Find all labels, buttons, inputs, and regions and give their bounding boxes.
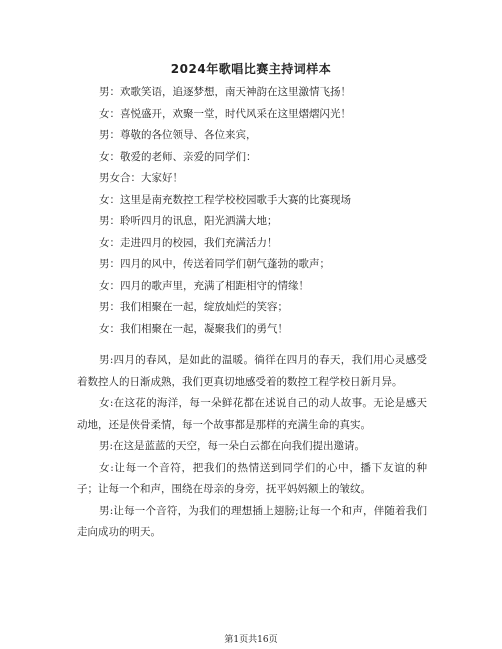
paragraph: 男:让每一个音符，为我们的理想插上翅膀;让每一个和声，伴随着我们走向成功的明天。 xyxy=(77,504,427,538)
document-title: 2024年歌唱比赛主持词样本 xyxy=(170,62,332,76)
page-footer: 第1页共16页 xyxy=(224,635,278,645)
paragraph: 男:在这是蓝蓝的天空，每一朵白云都在向我们提出邀请。 xyxy=(99,440,366,452)
dialogue-line: 女：四月的歌声里，充满了相距相守的情缘！ xyxy=(99,279,309,292)
dialogue-line: 女：走进四月的校园，我们充满活力！ xyxy=(99,236,278,249)
paragraph: 女:在这花的海洋，每一朵鲜花都在述说自己的动人故事。无论是感天动地，还是侠骨柔情，每一个故事都是那样的充满生命的真实。 xyxy=(77,397,427,431)
dialogue-line: 女：这里是南充数控工程学校校园歌手大赛的比赛现场 xyxy=(99,193,351,206)
dialogue-line: 男女合：大家好！ xyxy=(99,172,183,184)
dialogue-line: 女：我们相聚在一起，凝聚我们的勇气！ xyxy=(99,322,288,335)
dialogue-line: 男：尊敬的各位领导、各位来宾， xyxy=(99,129,257,141)
paragraph: 男:四月的春风，是如此的温暖。徜徉在四月的春天，我们用心灵感受着数控人的日渐成熟，我们更真切地感受着的数控工程学校日新月异。 xyxy=(77,354,427,388)
paragraph-block xyxy=(77,350,427,544)
dialogue-line: 男：聆听四月的讯息，阳光洒满大地； xyxy=(99,215,278,227)
dialogue-line: 男：四月的风中，传送着同学们朝气蓬勃的歌声； xyxy=(99,258,330,270)
paragraph: 女:让每一个音符，把我们的热情送到同学们的心中，播下友谊的种子；让每一个和声，围绕在母亲的身旁，抚平妈妈额上的皱纹。 xyxy=(77,461,427,495)
dialogue-line: 男：欢歌笑语，追逐梦想，南天神韵在这里激情飞扬！ xyxy=(99,86,351,98)
dialogue-line: 男：我们相聚在一起，绽放灿烂的笑容； xyxy=(99,301,288,313)
dialogue-lines xyxy=(77,82,427,340)
dialogue-line: 女：喜悦盛开，欢聚一堂，时代风采在这里熠熠闪光！ xyxy=(99,107,351,120)
dialogue-line: 女：敬爱的老师、亲爱的同学们： xyxy=(99,150,257,163)
